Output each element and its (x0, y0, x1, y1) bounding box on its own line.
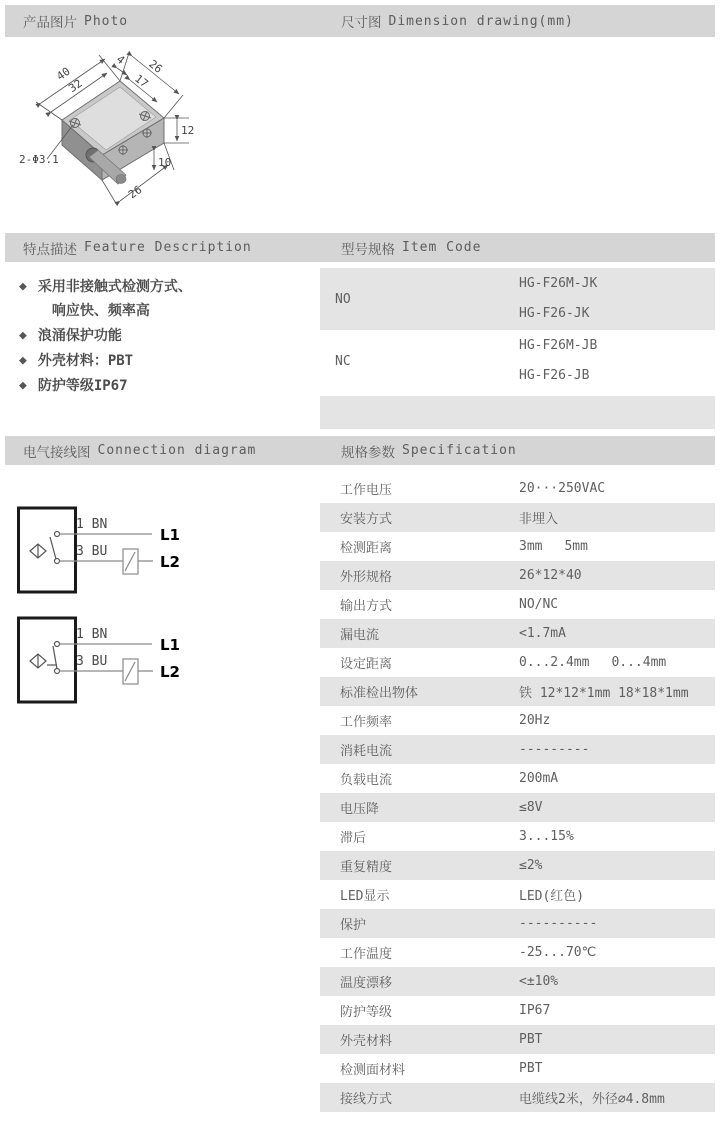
spec-row (320, 474, 715, 503)
item-code-value: HG-F26M-JK (519, 276, 598, 291)
spec-value-secondary: 0...4mm (611, 655, 667, 670)
spec-label: 滞后 (340, 831, 367, 846)
spec-value-primary: IP67 (519, 1003, 551, 1018)
spec-value-primary: 20···250VAC (519, 481, 606, 496)
specification-section-title (320, 436, 715, 465)
spec-row (320, 967, 715, 996)
specification-title-zh: 规格参数 (341, 444, 395, 461)
spec-value (519, 916, 715, 931)
specification-title-en: Specification (402, 443, 517, 458)
spec-value (519, 481, 715, 496)
dimension-drawing-band (5, 37, 715, 233)
dim-length: 40 (54, 64, 73, 84)
spec-value-primary: NO/NC (519, 597, 559, 612)
wire-label-1bn: 1 BN (76, 517, 108, 532)
spec-label: 输出方式 (340, 599, 393, 614)
feature-text-line2: 响应快、频率高 (51, 303, 150, 319)
connection-title-en: Connection diagram (97, 443, 257, 458)
spec-label: 外形规格 (340, 570, 393, 585)
load-resistor-icon (123, 659, 138, 684)
spec-value-primary: ≤2% (519, 858, 543, 873)
features-title-en: Feature Description (84, 240, 252, 255)
spec-value (519, 1061, 715, 1076)
section-header-bottom (5, 436, 715, 465)
wire-label-1bn: 1 BN (76, 627, 108, 642)
spec-row (320, 1083, 715, 1112)
datasheet-page (5, 5, 715, 1121)
spec-value-primary: ≤8V (519, 800, 543, 815)
item-code-section-title (320, 233, 715, 262)
item-code-table (320, 268, 715, 429)
terminal-l2-label: L2 (160, 553, 180, 571)
spec-label: 安装方式 (340, 512, 393, 527)
item-code-value: HG-F26-JK (519, 306, 590, 321)
spec-value (519, 597, 715, 612)
feature-text: 浪涌保护功能 (37, 328, 122, 344)
spec-value (519, 771, 715, 786)
item-code-list (519, 331, 597, 391)
nc-circuit-diagram (16, 615, 216, 710)
connection-title-zh: 电气接线图 (23, 444, 91, 461)
spec-row (320, 996, 715, 1025)
spec-value-primary: 20Hz (519, 713, 551, 728)
dim-hole-span-short: 17 (132, 72, 151, 91)
spec-label: 工作频率 (340, 715, 393, 730)
spec-label: 温度漂移 (340, 976, 393, 991)
spec-value-primary: LED(红色) (519, 889, 585, 904)
connection-diagrams (5, 465, 320, 710)
spec-row (320, 503, 715, 532)
spec-value-primary: 电缆线2米，外径∅4.8mm (519, 1092, 665, 1107)
dim-height: 12 (181, 124, 195, 137)
photo-title-en: Photo (84, 13, 129, 29)
feature-item (19, 349, 320, 373)
spec-value-primary: 26*12*40 (519, 568, 582, 583)
feature-item (19, 324, 320, 348)
item-code-list (519, 269, 597, 329)
spec-value (519, 858, 715, 873)
spec-label: 接线方式 (340, 1092, 393, 1107)
feature-text: 采用非接触式检测方式、 (37, 279, 192, 295)
spec-value (519, 568, 715, 583)
spec-row (320, 1054, 715, 1083)
spec-row (320, 706, 715, 735)
dim-offset: 4 (113, 52, 128, 67)
connection-spec-band (5, 465, 715, 1121)
spec-label: 标准检出物体 (340, 686, 419, 701)
spec-value-primary: -25...70℃ (519, 945, 597, 960)
dim-hole-span-long: 32 (66, 76, 85, 96)
spec-table (320, 474, 715, 1112)
terminal-l1-label: L1 (160, 526, 180, 544)
spec-label: 重复精度 (340, 860, 393, 875)
diamond-bullet-icon: ◆ (19, 279, 27, 294)
spec-value-primary: <±10% (519, 974, 559, 989)
spec-row (320, 619, 715, 648)
dim-width-top: 26 (146, 57, 165, 76)
dim-width-bottom: 26 (126, 183, 145, 202)
item-code-empty-row (320, 396, 715, 429)
wire-label-3bu: 3 BU (76, 544, 108, 559)
spec-label: 检测距离 (340, 541, 393, 556)
sensor-box (19, 508, 76, 592)
spec-value (519, 1088, 715, 1107)
spec-label: 消耗电流 (340, 744, 393, 759)
feature-list (5, 262, 320, 398)
spec-label: 防护等级 (340, 1005, 393, 1020)
spec-label: 保护 (340, 918, 367, 933)
item-code-value: HG-F26M-JB (519, 338, 598, 353)
spec-value-primary: 3mm (519, 539, 543, 554)
spec-label: 外壳材料 (340, 1034, 393, 1049)
no-circuit-diagram (16, 505, 216, 600)
feature-text: 防护等级IP67 (37, 378, 128, 394)
connection-section-title (5, 436, 320, 465)
spec-value-primary: 铁 12*12*1mm 18*18*1mm (519, 686, 689, 701)
spec-row (320, 938, 715, 967)
spec-row (320, 909, 715, 938)
spec-value (519, 742, 715, 757)
dim-cable-offset: 10 (158, 156, 172, 169)
dimension-title-zh: 尺寸图 (341, 15, 382, 31)
spec-value-primary: PBT (519, 1061, 543, 1076)
item-code-title-en: Item Code (402, 240, 482, 255)
spec-value (519, 974, 715, 989)
spec-value-primary: 非埋入 (519, 512, 559, 527)
features-section-title (5, 233, 320, 262)
spec-row (320, 561, 715, 590)
output-type-label: NO (335, 291, 351, 307)
diamond-bullet-icon: ◆ (19, 353, 27, 368)
spec-row (320, 648, 715, 677)
spec-value (519, 800, 715, 815)
sensor-box (19, 618, 76, 702)
wire-label-3bu: 3 BU (76, 654, 108, 669)
terminal-l1-label: L1 (160, 636, 180, 654)
photo-section-title (5, 5, 320, 37)
spec-value (519, 885, 715, 904)
spec-label: 漏电流 (340, 628, 380, 643)
spec-label: 负载电流 (340, 773, 393, 788)
spec-value-primary: PBT (519, 1032, 543, 1047)
spec-row (320, 1025, 715, 1054)
spec-label: LED显示 (340, 889, 390, 904)
features-title-zh: 特点描述 (23, 241, 77, 258)
features-itemcode-band (5, 262, 715, 436)
spec-value (519, 626, 715, 641)
dimension-title-en: Dimension drawing(mm) (388, 13, 574, 29)
spec-value (519, 713, 715, 728)
spec-row (320, 677, 715, 706)
diamond-bullet-icon: ◆ (19, 378, 27, 393)
spec-value (519, 655, 715, 670)
spec-label: 工作温度 (340, 947, 393, 962)
dim-holes-label: 2-Φ3.1 (19, 153, 59, 166)
spec-row (320, 880, 715, 909)
spec-value (519, 1003, 715, 1018)
photo-title-zh: 产品图片 (23, 15, 77, 31)
spec-value-primary: 0...2.4mm (519, 655, 590, 670)
spec-row (320, 735, 715, 764)
spec-value-primary: --------- (519, 742, 590, 757)
sensor-body-drawing (62, 81, 164, 184)
section-header-top (5, 5, 715, 37)
spec-row (320, 764, 715, 793)
spec-value (519, 508, 715, 527)
spec-value (519, 682, 715, 701)
dimension-drawing (17, 43, 222, 223)
item-code-row (320, 268, 715, 330)
feature-item (19, 374, 320, 398)
spec-label: 电压降 (340, 802, 380, 817)
spec-value (519, 829, 715, 844)
spec-label: 设定距离 (340, 657, 393, 672)
item-code-row (320, 330, 715, 392)
item-code-title-zh: 型号规格 (341, 241, 395, 258)
item-code-rows (320, 268, 715, 392)
spec-label: 工作电压 (340, 483, 393, 498)
output-type-label: NC (335, 353, 351, 369)
spec-row (320, 532, 715, 561)
spec-value-primary: <1.7mA (519, 626, 566, 641)
feature-text: 外壳材料：PBT (37, 353, 134, 369)
spec-rows (320, 474, 715, 1112)
spec-value (519, 1032, 715, 1047)
feature-item (19, 275, 320, 323)
section-header-middle (5, 233, 715, 262)
diamond-bullet-icon: ◆ (19, 328, 27, 343)
spec-row (320, 793, 715, 822)
spec-value-primary: ---------- (519, 916, 598, 931)
terminal-l2-label: L2 (160, 663, 180, 681)
spec-value-primary: 200mA (519, 771, 559, 786)
dimension-section-title (320, 5, 715, 37)
item-code-value: HG-F26-JB (519, 368, 590, 383)
load-resistor-icon (123, 549, 138, 574)
spec-value-secondary: 5mm (564, 539, 588, 554)
spec-row (320, 590, 715, 619)
spec-value (519, 539, 715, 554)
spec-label: 检测面材料 (340, 1063, 406, 1078)
spec-row (320, 822, 715, 851)
spec-row (320, 851, 715, 880)
spec-value (519, 945, 715, 960)
spec-value-primary: 3...15% (519, 829, 574, 844)
